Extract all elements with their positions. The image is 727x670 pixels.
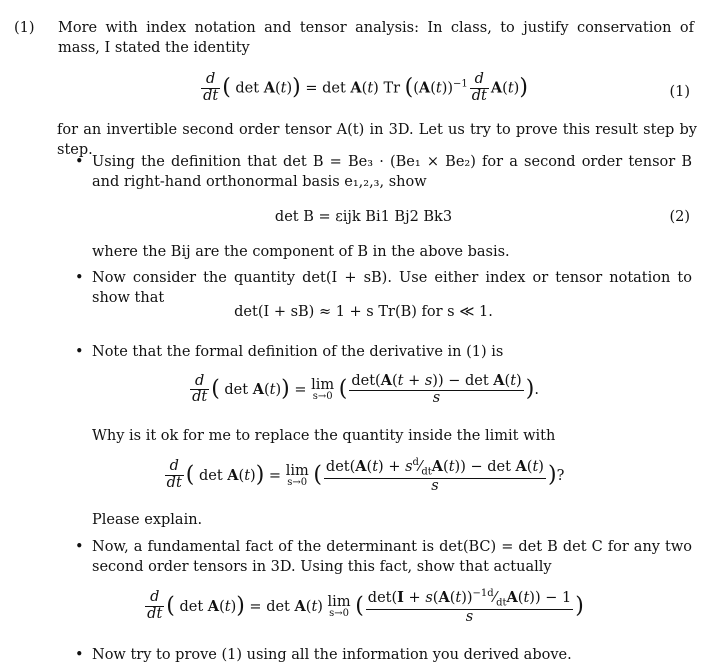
equation-derivative-definition: $\frac{d}{dt}$ ( det A(t)) = lim s→0 ( $\frac{\text{det(A(t + s)) − det A(t)}}{s}$ ). (192, 372, 539, 406)
problem-intro: More with index notation and tensor analysis: In class, to justify conservation of mass, I stated the identity (58, 20, 694, 57)
bullet-2-text: Now consider the quantity det(I + sB). Use either index or tensor notation to show that (92, 270, 692, 307)
bullet-1-marker: • (75, 154, 84, 170)
bullet-3-text: Note that the formal definition of the derivative in (1) is (92, 344, 504, 360)
bullet-4-text: Now, a fundamental fact of the determinant is det(BC) = det B det C for any two second order tensors in 3D. Using this fact, show that actually (92, 539, 692, 576)
problem-number: (1) (14, 20, 35, 36)
bullet-3-question: Why is it ok for me to replace the quantity inside the limit with (92, 428, 556, 444)
equation-1: $\frac{d}{dt}$ ( det A(t)) = det A(t) Tr ($(A(t))^{-1}$ $\frac{d}{dt}$ A(t)) (203, 71, 528, 104)
equation-1-number: (1) (669, 84, 690, 100)
bullet-3-marker: • (75, 344, 84, 360)
bullet-5-text: Now try to prove (1) using all the information you derived above. (92, 647, 572, 663)
bullet-2-marker: • (75, 270, 84, 286)
equation-2-number: (2) (669, 209, 690, 225)
equation-bullet-2: det(I + sB) ≈ 1 + s Tr(B) for s ≪ 1. (234, 304, 493, 320)
equation-2: det B = εijk Bi1 Bj2 Bk3 (274, 209, 453, 225)
bullet-3-explain: Please explain. (92, 512, 203, 528)
bullet-1-text: Using the definition that det B = Be₃ · (Be₁ × Be₂) for a second order tensor B and right-hand orthonormal basis e₁,₂,₃, show (92, 154, 692, 191)
bullet-5-marker: • (75, 647, 84, 663)
bullet-1-after: where the Bij are the component of B in the above basis. (92, 244, 510, 260)
after-equation-1: for an invertible second order tensor A(t) in 3D. Let us try to prove this result step by step. (57, 122, 697, 159)
equation-derivative-replacement: $\frac{d}{dt}$ ( det A(t)) = lim s→0 ( $\frac{\det(A(t) + s^d⁄_{dt}A(t)) - \det A(t)}{s}$ )? (166, 457, 565, 494)
bullet-4-marker: • (75, 539, 84, 555)
equation-bullet-4: $\frac{d}{dt}$ ( det A(t)) = det A(t) lim s→0 ( $\frac{\det(I + s(A(t))^{-1d}⁄_{dt}A(t)) - 1}{s}$ ) (147, 588, 584, 625)
